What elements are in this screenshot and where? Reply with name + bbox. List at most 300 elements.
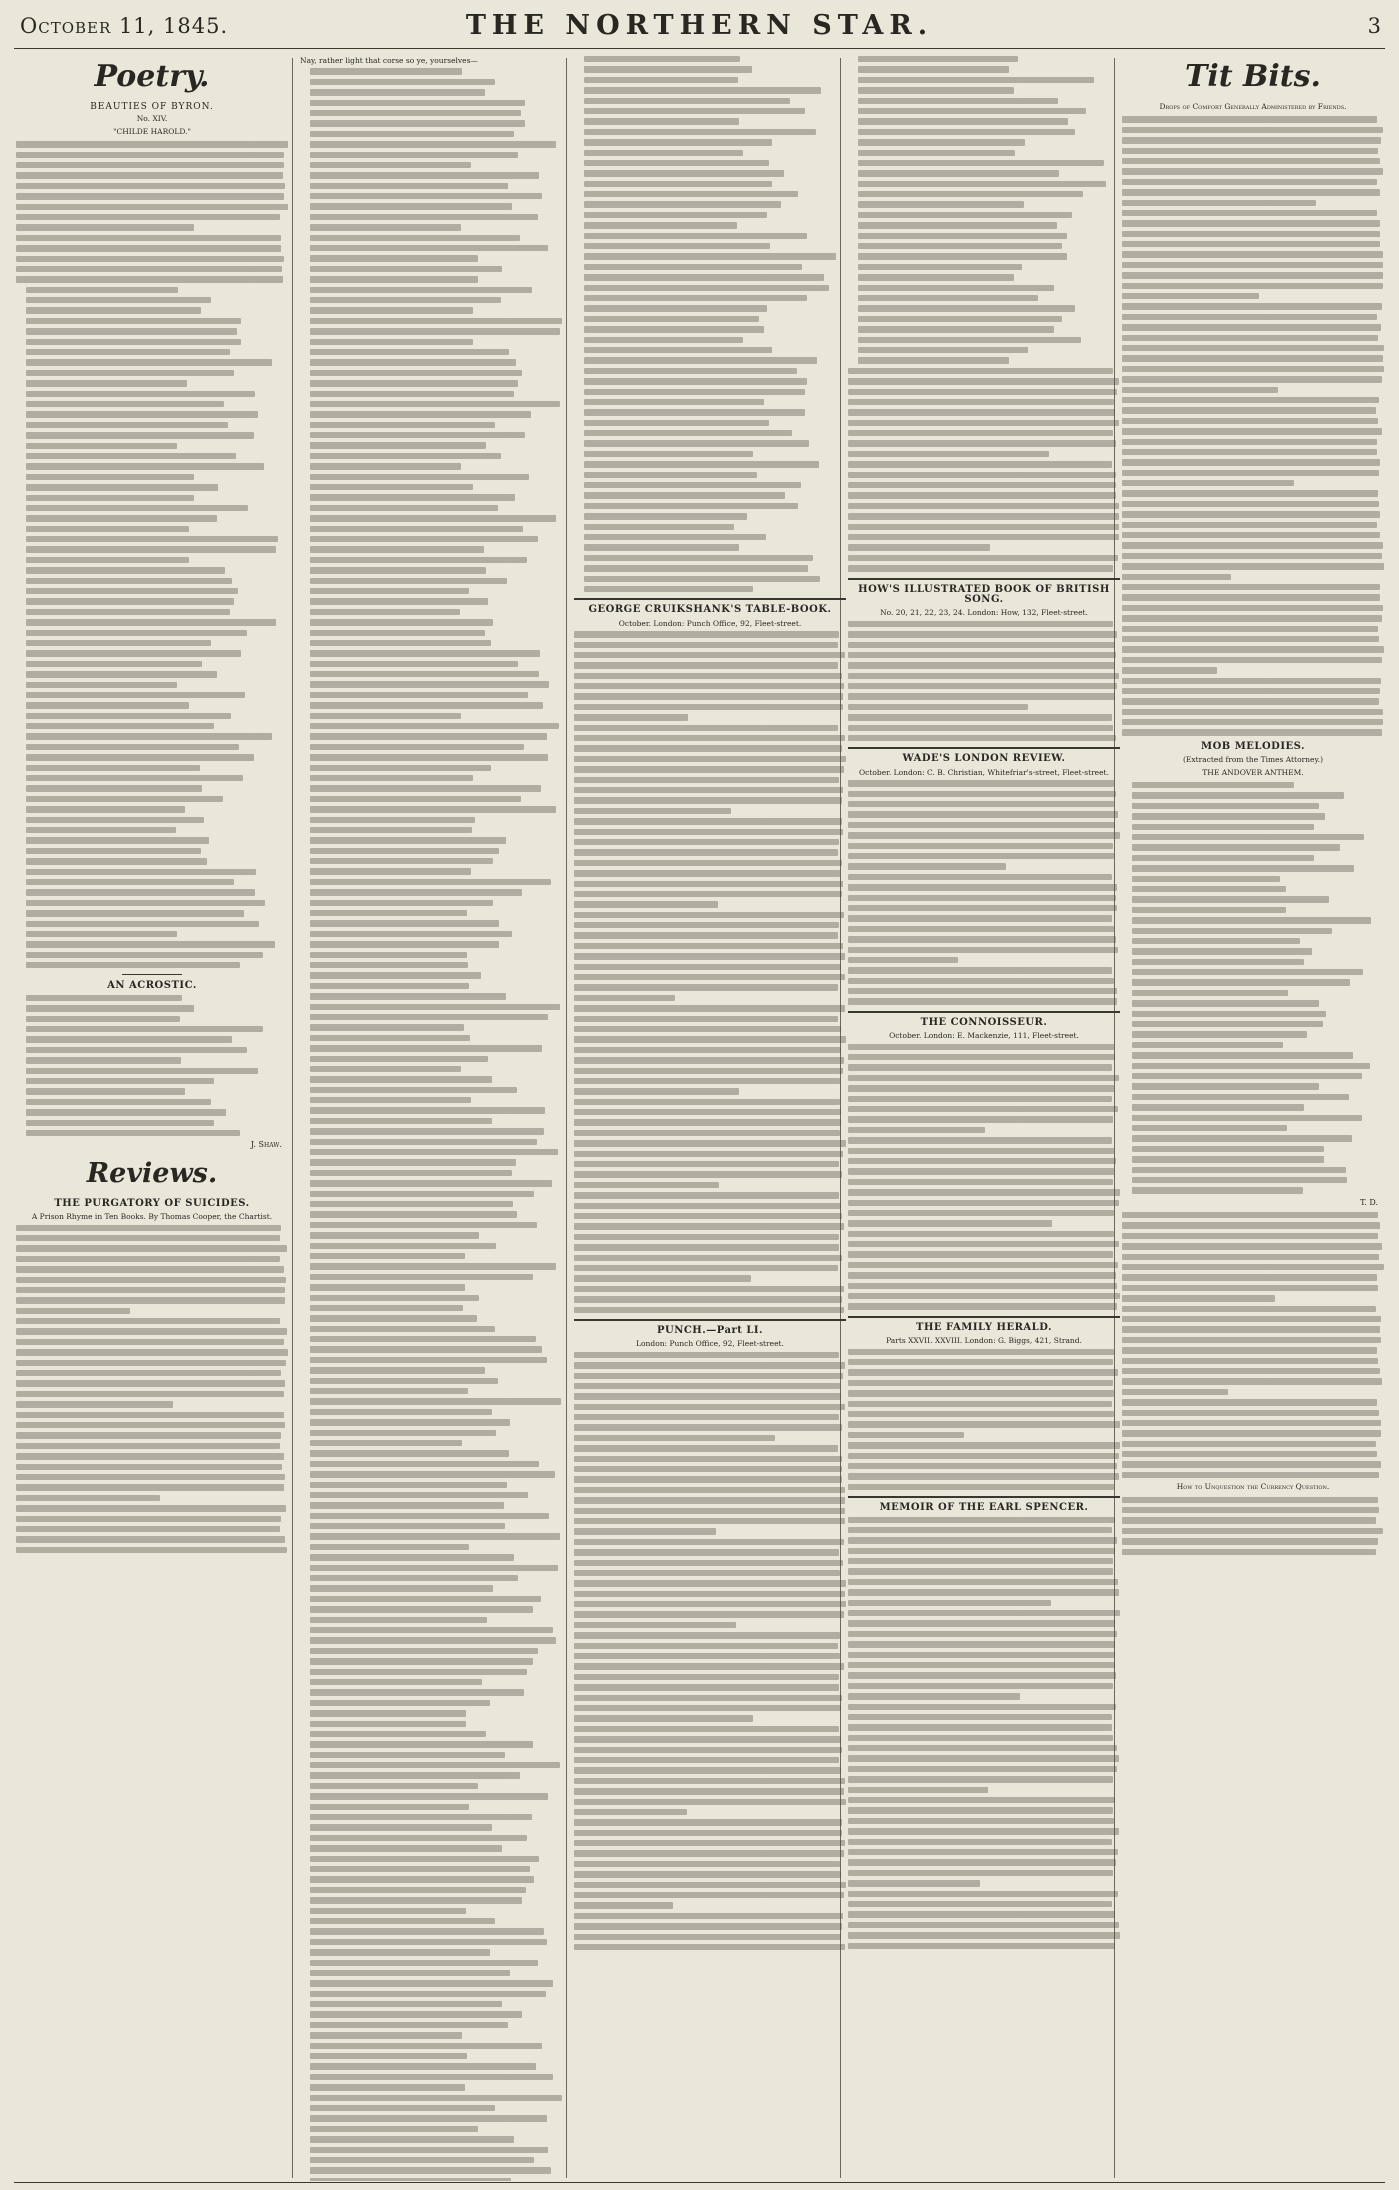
- text-line: [584, 440, 809, 446]
- text-line: [310, 1513, 549, 1519]
- text-line: [848, 368, 1113, 374]
- text-line: [310, 2074, 553, 2080]
- text-line: [584, 347, 772, 353]
- text-line: [574, 787, 843, 793]
- text-line: [310, 1045, 542, 1051]
- text-line: [848, 1442, 1120, 1448]
- text-line: [310, 2178, 511, 2181]
- text-line: [858, 191, 1083, 197]
- text-line: [574, 1560, 843, 1566]
- text-line: [574, 1057, 844, 1063]
- text-line: [848, 1272, 1116, 1278]
- text-line: [1122, 1528, 1383, 1534]
- text-line: [584, 201, 781, 207]
- text-line: [26, 910, 244, 916]
- article-sub-punch: London: Punch Office, 92, Fleet-street.: [636, 1339, 784, 1349]
- text-line: [574, 1307, 844, 1313]
- text-line: [848, 1610, 1120, 1616]
- text-line: [310, 2053, 467, 2059]
- text-line: [310, 463, 461, 469]
- text-line: [584, 378, 807, 384]
- text-line: [848, 503, 1119, 509]
- text-line: [574, 1944, 845, 1950]
- text-line: [848, 652, 1116, 658]
- review-title: THE PURGATORY OF SUICIDES.: [54, 1197, 250, 1209]
- text-line: [848, 1411, 1114, 1417]
- text-line: [1122, 387, 1278, 393]
- text-line: [848, 1484, 1114, 1490]
- text-line: [574, 860, 842, 866]
- text-line: [1122, 1420, 1381, 1426]
- text-line: [310, 255, 478, 261]
- text-line: [574, 1203, 841, 1209]
- text-line: [26, 432, 254, 438]
- text-line: [310, 661, 518, 667]
- text-line: [26, 630, 247, 636]
- text-line: [858, 243, 1062, 249]
- text-line: [1132, 1167, 1346, 1173]
- text-line: [310, 1731, 486, 1737]
- text-line: [310, 848, 499, 854]
- text-line: [584, 565, 808, 571]
- text-line: [310, 1295, 479, 1301]
- text-line: [16, 1443, 280, 1449]
- text-line: [574, 1684, 839, 1690]
- text-line: [584, 555, 813, 561]
- text-line: [584, 295, 807, 301]
- text-line: [574, 1497, 845, 1503]
- text-line: [310, 1980, 553, 1986]
- text-line: [1122, 366, 1384, 372]
- issue-date: October 11, 1845.: [20, 14, 229, 38]
- text-line: [574, 1882, 846, 1888]
- article-title-spencer: MEMOIR OF THE EARL SPENCER.: [848, 1496, 1120, 1513]
- text-line: [858, 129, 1075, 135]
- text-line: [858, 326, 1054, 332]
- text-line: [16, 1360, 286, 1366]
- text-line: [848, 1179, 1113, 1185]
- text-line: [1132, 1011, 1326, 1017]
- text-line: [858, 305, 1075, 311]
- text-line: [584, 430, 792, 436]
- tit-bit-heading: Drops of Comfort Generally Administered by Friends.: [1159, 102, 1347, 111]
- text-line: [310, 785, 541, 791]
- text-line: [848, 1870, 1113, 1876]
- text-line: [574, 932, 838, 938]
- text-line: [26, 297, 211, 303]
- text-line: [1132, 1094, 1349, 1100]
- text-line: [310, 2032, 462, 2038]
- text-line: [584, 472, 757, 478]
- text-line: [848, 683, 1117, 689]
- text-line: [848, 1369, 1118, 1375]
- text-line: [574, 1934, 841, 1940]
- text-line: [848, 1148, 1114, 1154]
- text-line: [584, 150, 743, 156]
- text-line: [858, 150, 1015, 156]
- text-line: [574, 953, 845, 959]
- text-line: [858, 347, 1028, 353]
- text-line: [310, 1585, 493, 1591]
- text-line: [310, 1772, 520, 1778]
- text-line: [574, 683, 844, 689]
- article-text-family-herald: [848, 1349, 1120, 1490]
- text-line: [848, 1776, 1113, 1782]
- text-line: [848, 1251, 1113, 1257]
- text-line: [310, 952, 467, 958]
- text-line: [1132, 1104, 1304, 1110]
- anthem-title: THE ANDOVER ANTHEM.: [1202, 767, 1304, 777]
- article-title-cruikshank: GEORGE CRUIKSHANK'S TABLE-BOOK.: [574, 598, 846, 615]
- text-line: [310, 1180, 552, 1186]
- text-line: [310, 817, 475, 823]
- text-line: [848, 1724, 1112, 1730]
- text-line: [26, 422, 228, 428]
- text-line: [574, 1255, 842, 1261]
- text-line: [848, 1075, 1119, 1081]
- column-2: [300, 56, 572, 2181]
- text-line: [574, 1026, 841, 1032]
- text-line: [848, 1693, 1020, 1699]
- text-line: [574, 808, 731, 814]
- article-text-spencer: [848, 1517, 1120, 1949]
- text-line: [574, 922, 839, 928]
- text-line: [1132, 1083, 1319, 1089]
- text-line: [848, 461, 1112, 467]
- text-line: [26, 318, 241, 324]
- text-line: [310, 681, 549, 687]
- text-line: [310, 141, 556, 147]
- text-line: [574, 766, 844, 772]
- text-line: [848, 791, 1116, 797]
- text-line: [574, 693, 843, 699]
- text-line: [848, 843, 1113, 849]
- text-line: [848, 1568, 1113, 1574]
- text-line: [26, 349, 230, 355]
- text-line: [1122, 1497, 1378, 1503]
- text-line: [26, 723, 214, 729]
- text-line: [574, 1088, 739, 1094]
- text-line: [26, 463, 264, 469]
- text-line: [310, 1087, 517, 1093]
- text-line: [574, 1373, 843, 1379]
- text-line: [1122, 490, 1378, 496]
- text-line: [858, 264, 1022, 270]
- text-line: [310, 650, 540, 656]
- text-line: [310, 120, 525, 126]
- text-line: [26, 785, 202, 791]
- text-line: [310, 287, 532, 293]
- text-line: [1122, 459, 1380, 465]
- text-line: [858, 295, 1038, 301]
- text-line: [848, 1766, 1117, 1772]
- text-line: [574, 1047, 841, 1053]
- text-line: [848, 1137, 1112, 1143]
- text-line: [858, 181, 1106, 187]
- text-line: [574, 1414, 839, 1420]
- text-line: [1122, 574, 1231, 580]
- header-rule: [14, 48, 1385, 49]
- text-line: [848, 1911, 1115, 1917]
- text-line: [574, 1653, 840, 1659]
- text-line: [310, 1409, 492, 1415]
- text-line: [310, 1076, 492, 1082]
- text-line: [858, 357, 1009, 363]
- article-title-punch: PUNCH.—Part LI.: [574, 1319, 846, 1336]
- poem-verse: [16, 287, 288, 969]
- text-line: [310, 868, 471, 874]
- text-line: [26, 1026, 263, 1032]
- text-line: [1132, 1000, 1319, 1006]
- text-line: [26, 1078, 214, 1084]
- text-line: [848, 1473, 1119, 1479]
- text-line: [1122, 293, 1259, 299]
- text-line: [310, 2136, 514, 2142]
- text-line: [26, 827, 176, 833]
- article-sub-wade: October. London: C. B. Christian, Whitefriar's-street, Fleet-street.: [859, 767, 1109, 777]
- text-line: [848, 998, 1117, 1004]
- text-line: [310, 276, 478, 282]
- text-line: [848, 440, 1116, 446]
- text-line: [858, 274, 1014, 280]
- text-line: [848, 1262, 1118, 1268]
- text-line: [848, 1189, 1120, 1195]
- text-line: [310, 1824, 492, 1830]
- text-line: [1132, 1135, 1352, 1141]
- anthem-verse: [1122, 782, 1384, 1194]
- text-line: [310, 910, 467, 916]
- text-line: [848, 631, 1117, 637]
- text-line: [574, 1213, 842, 1219]
- text-line: [1122, 1441, 1376, 1447]
- text-line: [848, 451, 1049, 457]
- text-line: [574, 1078, 840, 1084]
- text-line: [16, 235, 281, 241]
- text-line: [848, 399, 1114, 405]
- text-line: [1122, 563, 1384, 569]
- text-line: [310, 1149, 558, 1155]
- text-line: [310, 1617, 487, 1623]
- text-line: [574, 1466, 842, 1472]
- section-heading-reviews: Reviews.: [86, 1157, 218, 1189]
- text-line: [848, 704, 1028, 710]
- column-separator: [292, 58, 293, 2178]
- text-line: [26, 359, 272, 365]
- text-line: [1122, 1254, 1379, 1260]
- text-line: [1122, 511, 1380, 517]
- text-line: [310, 827, 472, 833]
- article-sub-connoisseur: October. London: E. Mackenzie, 111, Fleet-street.: [889, 1031, 1079, 1041]
- text-line: [574, 1393, 841, 1399]
- text-line: [1132, 844, 1340, 850]
- page-number: 3: [1367, 14, 1381, 38]
- text-line: [858, 118, 1068, 124]
- text-line: [584, 337, 743, 343]
- text-line: [584, 170, 784, 176]
- text-line: [858, 87, 1014, 93]
- text-line: [848, 853, 1114, 859]
- text-line: [310, 1357, 547, 1363]
- text-line: [16, 172, 283, 178]
- text-line: [574, 1570, 840, 1576]
- text-line: [1132, 1021, 1323, 1027]
- text-line: [16, 152, 284, 158]
- text-line: [574, 1528, 716, 1534]
- text-line: [584, 66, 752, 72]
- text-line: [848, 1085, 1114, 1091]
- text-line: [1122, 158, 1380, 164]
- column-1: [16, 56, 288, 2181]
- text-line: [1122, 1378, 1382, 1384]
- text-line: [26, 1068, 258, 1074]
- text-line: [310, 391, 514, 397]
- text-line: [574, 1445, 838, 1451]
- text-line: [574, 849, 838, 855]
- text-line: [310, 1159, 516, 1165]
- text-line: [1132, 969, 1363, 975]
- text-line: [1122, 220, 1380, 226]
- text-line: [310, 380, 518, 386]
- text-line: [16, 1297, 285, 1303]
- text-line: [1122, 189, 1380, 195]
- text-line: [848, 1579, 1118, 1585]
- text-line: [1132, 813, 1325, 819]
- text-line: [26, 692, 245, 698]
- text-line: [858, 222, 1057, 228]
- text-line: [848, 1828, 1119, 1834]
- text-line: [310, 609, 460, 615]
- text-line: [1132, 1187, 1303, 1193]
- text-line: [310, 1128, 544, 1134]
- tit-bits-text-3: [1122, 1497, 1384, 1555]
- text-line: [310, 692, 528, 698]
- text-line: [310, 1876, 534, 1882]
- text-line: [310, 1274, 533, 1280]
- text-line: [16, 1464, 282, 1470]
- text-line: [26, 671, 217, 677]
- text-line: [848, 1283, 1117, 1289]
- text-line: [848, 1891, 1118, 1897]
- text-line: [858, 108, 1086, 114]
- text-line: [1122, 283, 1383, 289]
- text-line: [310, 1440, 462, 1446]
- text-line: [16, 1516, 281, 1522]
- text-line: [1122, 1389, 1228, 1395]
- text-line: [848, 1537, 1117, 1543]
- text-line: [574, 1068, 843, 1074]
- text-line: [848, 714, 1112, 720]
- text-line: [848, 1349, 1114, 1355]
- text-line: [310, 1866, 530, 1872]
- text-line: [310, 2115, 547, 2121]
- section-heading-poetry: Poetry.: [94, 59, 210, 94]
- text-line: [848, 915, 1112, 921]
- text-line: [848, 936, 1116, 942]
- text-line: [848, 1390, 1114, 1396]
- text-line: [574, 662, 838, 668]
- text-line: [848, 1401, 1112, 1407]
- text-line: [848, 1922, 1119, 1928]
- text-line: [584, 87, 821, 93]
- text-line: [848, 534, 1119, 540]
- text-line: [310, 1367, 485, 1373]
- text-line: [574, 1736, 841, 1742]
- text-line: [848, 642, 1115, 648]
- text-line: [574, 1456, 842, 1462]
- text-line: [310, 1232, 479, 1238]
- text-line: [574, 1518, 845, 1524]
- text-line: [16, 141, 288, 147]
- acrostic-title: AN ACROSTIC.: [107, 980, 197, 992]
- text-line: [26, 1005, 194, 1011]
- text-line: [574, 1099, 840, 1105]
- text-line: [584, 409, 805, 415]
- text-line: [848, 662, 1115, 668]
- text-line: [16, 1318, 280, 1324]
- text-continued: [848, 368, 1120, 572]
- text-line: [574, 901, 718, 907]
- text-line: [1132, 948, 1312, 954]
- text-line: [16, 204, 288, 210]
- text-line: [310, 1752, 505, 1758]
- text-line: [1122, 532, 1380, 538]
- text-line: [574, 1611, 844, 1617]
- text-line: [1132, 928, 1332, 934]
- text-line: [584, 98, 790, 104]
- text-line: [26, 661, 202, 667]
- text-line: [16, 1547, 287, 1553]
- text-line: [310, 754, 548, 760]
- text-line: [1122, 439, 1377, 445]
- text-line: [1122, 1368, 1380, 1374]
- text-line: [1132, 1146, 1324, 1152]
- text-line: [310, 401, 560, 407]
- text-line: [1122, 1306, 1376, 1312]
- text-line: [310, 1336, 536, 1342]
- text-line: [16, 183, 285, 189]
- text-line: [1122, 1295, 1275, 1301]
- text-line: [858, 77, 1094, 83]
- text-line: [26, 1057, 181, 1063]
- text-line: [574, 1591, 845, 1597]
- text-line: [848, 1200, 1119, 1206]
- text-line: [26, 557, 189, 563]
- section-heading-tit-bits: Tit Bits.: [1185, 59, 1321, 94]
- text-line: [848, 1432, 964, 1438]
- text-line: [26, 474, 194, 480]
- text-line: [584, 212, 767, 218]
- text-line: [310, 713, 461, 719]
- text-line: [584, 503, 798, 509]
- text-line: [574, 1161, 839, 1167]
- text-line: [310, 879, 551, 885]
- text-line: [310, 1606, 533, 1612]
- tit-bits-text-2: [1122, 1212, 1384, 1478]
- text-line: [1132, 896, 1329, 902]
- text-line: [848, 492, 1116, 498]
- text-line: [16, 1526, 280, 1532]
- text-line: [16, 1225, 281, 1231]
- text-line: [858, 337, 1081, 343]
- text-line: [26, 879, 234, 885]
- text-line: [848, 1210, 1114, 1216]
- text-line: [310, 920, 499, 926]
- text-line: [26, 858, 207, 864]
- text-line: [26, 650, 241, 656]
- text-line: [1122, 1274, 1377, 1280]
- text-line: [858, 233, 1067, 239]
- text-line: [1122, 657, 1382, 663]
